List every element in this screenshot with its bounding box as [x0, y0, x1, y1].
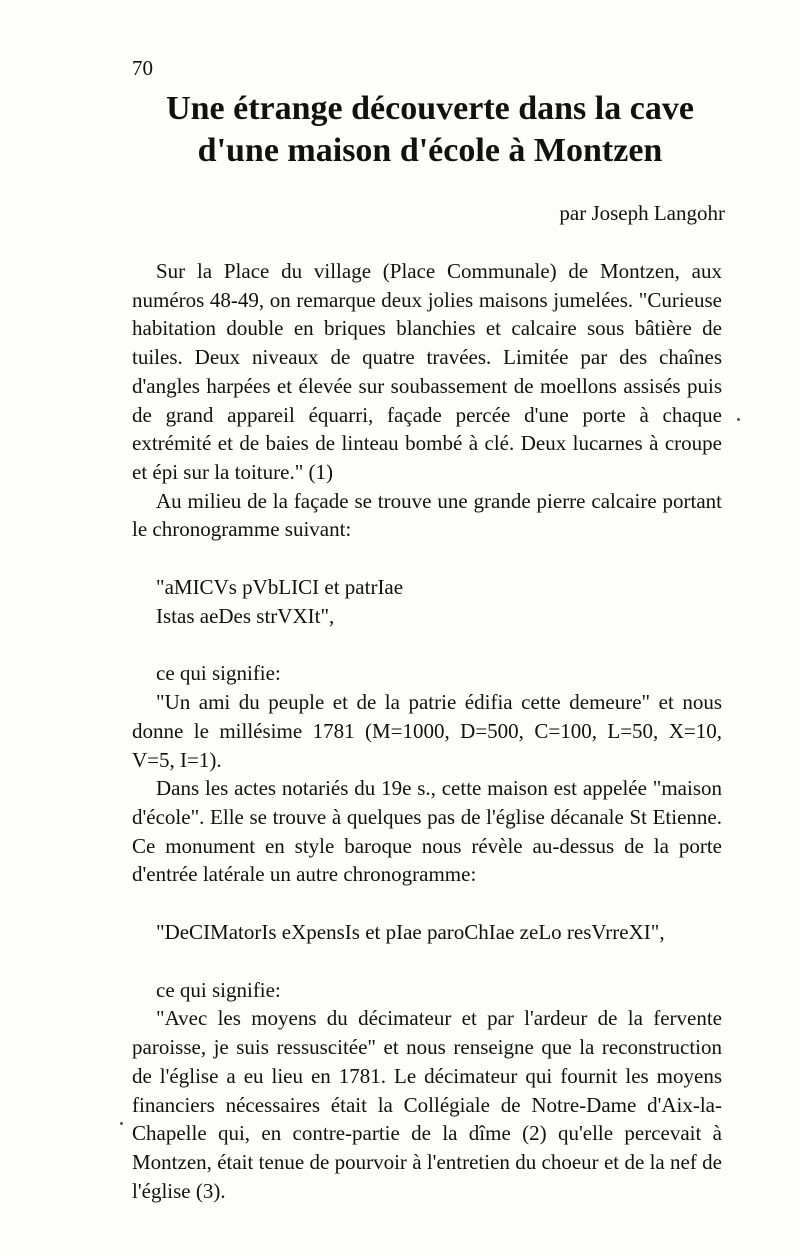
- paragraph-1: Sur la Place du village (Place Communale) de Montzen, aux numéros 48-49, on remarque deux jolies maisons jumelées. "Curieuse habitation double en briques blanchies et calcaire sous bâtière de tuiles. Deux niveaux de quatre travées. Limitée par des chaînes d'angles harpées et élevée sur soubassement de moellons assisés puis de grand appareil équarri, façade percée d'une porte à chaque extrémité et de baies de linteau bombé à clé. Deux lucarnes à croupe et épi sur la toiture." (1): [132, 259, 722, 484]
- article-body: [132, 257, 722, 1205]
- translation-2: "Avec les moyens du décimateur et par l'ardeur de la fervente paroisse, je suis ressuscitée" et nous renseigne que la reconstruction de l'église a eu lieu en 1781. Le décimateur qui fournit les moyens financiers nécessaires était la Collégiale de Notre-Dame d'Aix-la-Chapelle qui, en contre-partie de la dîme (2) qu'elle percevait à Montzen, était tenue de pourvoir à l'entretien du choeur et de la nef de l'église (3).: [132, 1006, 722, 1203]
- spacer: [132, 544, 722, 573]
- spacer: [132, 630, 722, 659]
- chronogram-1-line-2: Istas aeDes strVXIt",: [156, 603, 335, 628]
- author-byline: par Joseph Langohr: [559, 201, 725, 225]
- page-number: 70: [132, 56, 153, 80]
- chronogram-2: "DeCIMatorIs eXpensIs et pIae paroChIae zeLo resVrreXI",: [156, 920, 665, 945]
- meaning-label-1: ce qui signifie:: [156, 661, 281, 686]
- translation-1: "Un ami du peuple et de la patrie édifia cette demeure" et nous donne le millésime 1781 (M=1000, D=500, C=100, L=50, X=10, V=5, I=1).: [132, 690, 722, 772]
- scan-speck: [120, 1122, 123, 1125]
- spacer: [132, 889, 722, 918]
- paragraph-2: Au milieu de la façade se trouve une grande pierre calcaire portant le chronogramme suivant:: [132, 488, 722, 542]
- article-title: Une étrange découverte dans la cave d'une maison d'école à Montzen: [166, 90, 694, 169]
- meaning-label-2: ce qui signifie:: [156, 977, 281, 1002]
- paragraph-3: Dans les actes notariés du 19e s., cette maison est appelée "maison d'école". Elle se trouve à quelques pas de l'église décanale St Etienne. Ce monument en style baroque nous révèle au-dessus de la porte d'entrée latérale un autre chronogramme:: [132, 776, 722, 887]
- scan-speck: [737, 418, 740, 421]
- spacer: [132, 947, 722, 976]
- chronogram-1-line-1: "aMICVs pVbLICI et patrIae: [156, 575, 404, 600]
